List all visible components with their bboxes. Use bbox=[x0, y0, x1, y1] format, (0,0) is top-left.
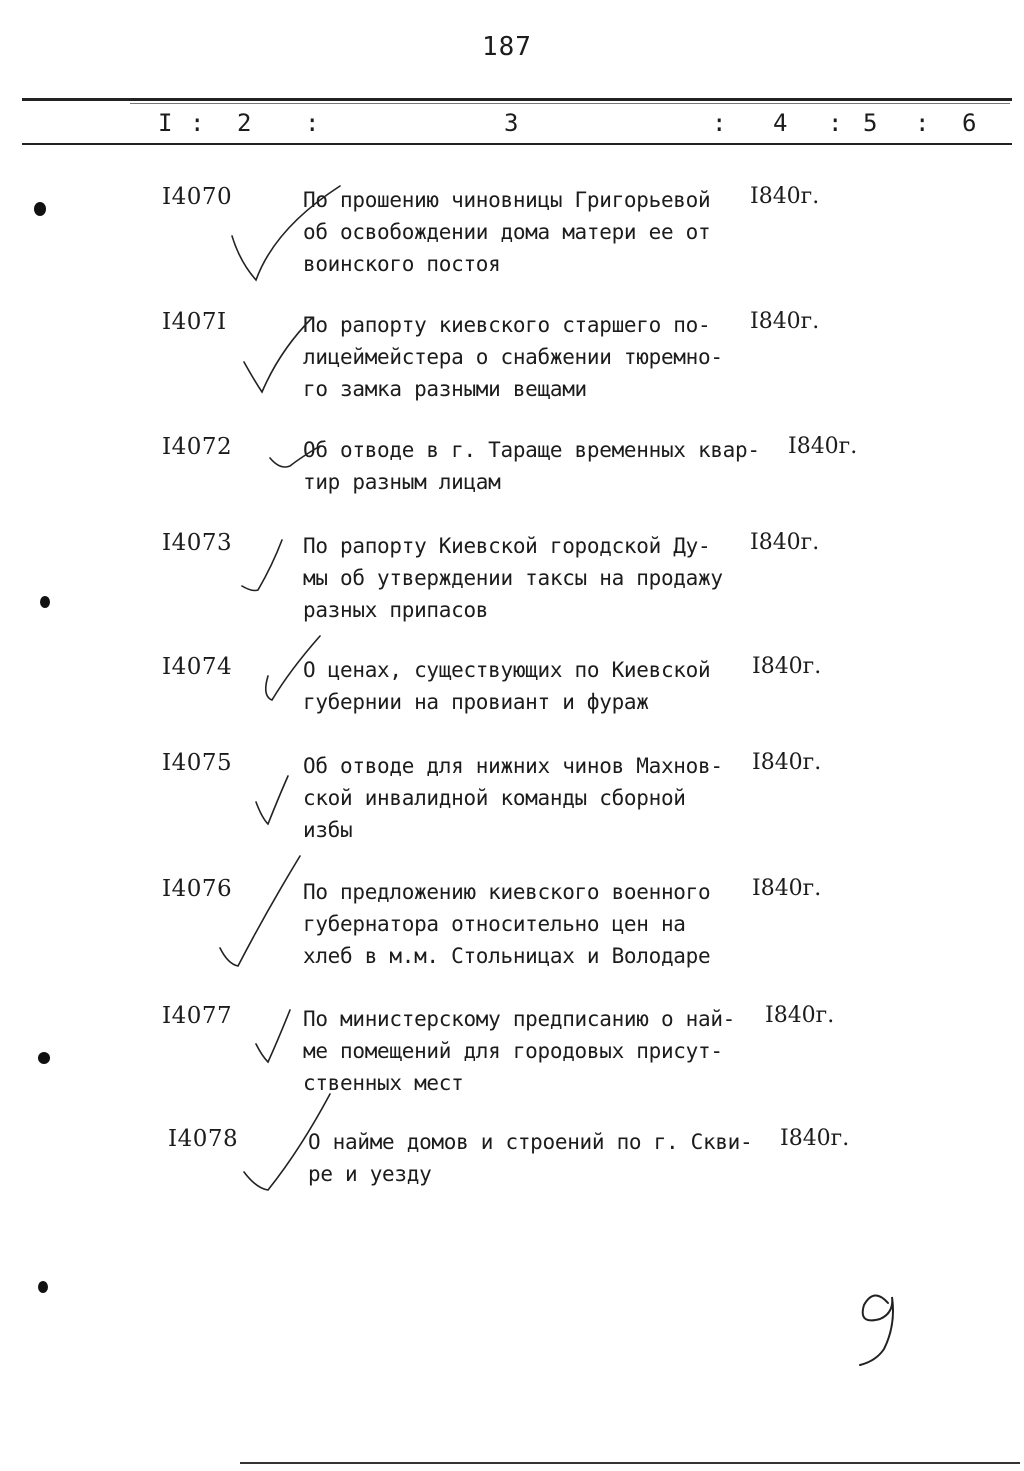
punch-hole-icon bbox=[38, 1281, 48, 1293]
punch-hole-icon bbox=[40, 596, 50, 608]
entry-year: I840г. bbox=[752, 750, 822, 775]
checkmark-icon bbox=[266, 636, 320, 700]
entry-title: По рапорту киевского старшего по- лицеймейстера о снабжении тюремно- го замка разными вещами bbox=[303, 313, 723, 401]
entry-year: I840г. bbox=[750, 309, 820, 334]
entry-title: По предложению киевского военного губернатора относительно цен на хлеб в м.м. Стольницах и Володаре bbox=[303, 880, 711, 968]
entry-number: I4078 bbox=[168, 1126, 239, 1152]
punch-hole-icon bbox=[38, 1052, 50, 1064]
entry-number: I4070 bbox=[162, 184, 233, 210]
entry-number: I4075 bbox=[162, 750, 233, 776]
entry-title: О ценах, существующих по Киевской губернии на провиант и фураж bbox=[303, 658, 711, 714]
entry-year: I840г. bbox=[788, 434, 858, 459]
column-header-5: 5 bbox=[863, 109, 878, 137]
entry-title: О найме домов и строений по г. Скви- ре и уезду bbox=[308, 1130, 753, 1186]
column-header-4: 4 bbox=[773, 109, 788, 137]
column-separator: : bbox=[915, 109, 930, 137]
column-header-3: 3 bbox=[504, 109, 519, 137]
entry-number: I407I bbox=[162, 309, 227, 335]
entry-year: I840г. bbox=[780, 1126, 850, 1151]
checkmark-icon bbox=[244, 1094, 330, 1190]
checkmark-icon bbox=[244, 318, 312, 392]
column-header-6: 6 bbox=[962, 109, 977, 137]
entry-number: I4076 bbox=[162, 876, 233, 902]
entry-year: I840г. bbox=[752, 654, 822, 679]
entry-title: По министерскому предписанию о най- ме помещений для городовых присут- ственных мест bbox=[303, 1007, 736, 1095]
column-separator: : bbox=[712, 109, 727, 137]
entry-year: I840г. bbox=[765, 1003, 835, 1028]
column-separator: : bbox=[828, 109, 843, 137]
entry-year: I840г. bbox=[752, 876, 822, 901]
entry-title: Об отводе для нижних чинов Махнов- ской инвалидной команды сборной избы bbox=[303, 754, 723, 842]
entry-year: I840г. bbox=[750, 184, 820, 209]
page-bottom-rule bbox=[240, 1462, 1020, 1464]
column-separator: : bbox=[305, 109, 320, 137]
entry-number: I4072 bbox=[162, 434, 233, 460]
column-separator: : bbox=[190, 109, 205, 137]
folio-mark bbox=[850, 1275, 930, 1375]
column-header-2: 2 bbox=[237, 109, 252, 137]
checkmark-icon bbox=[232, 186, 340, 280]
entry-number: I4077 bbox=[162, 1003, 233, 1029]
entry-number: I4074 bbox=[162, 654, 233, 680]
checkmark-icon bbox=[242, 540, 282, 591]
entry-title: По прошению чиновницы Григорьевой об освобождении дома матери ее от воинского постоя bbox=[303, 188, 711, 276]
checkmark-icon bbox=[256, 1010, 290, 1062]
checkmark-icon bbox=[220, 856, 300, 966]
entry-number: I4073 bbox=[162, 530, 233, 556]
entry-title: Об отводе в г. Тараще временных квар- тир разным лицам bbox=[303, 438, 760, 494]
checkmark-icon bbox=[256, 776, 288, 824]
page-number: 187 bbox=[482, 32, 532, 62]
entry-year: I840г. bbox=[750, 530, 820, 555]
entry-title: По рапорту Киевской городской Ду- мы об утверждении таксы на продажу разных припасов bbox=[303, 534, 723, 622]
punch-hole-icon bbox=[34, 202, 46, 216]
checkmark-icon bbox=[270, 446, 320, 467]
column-header-1: I bbox=[158, 109, 173, 137]
